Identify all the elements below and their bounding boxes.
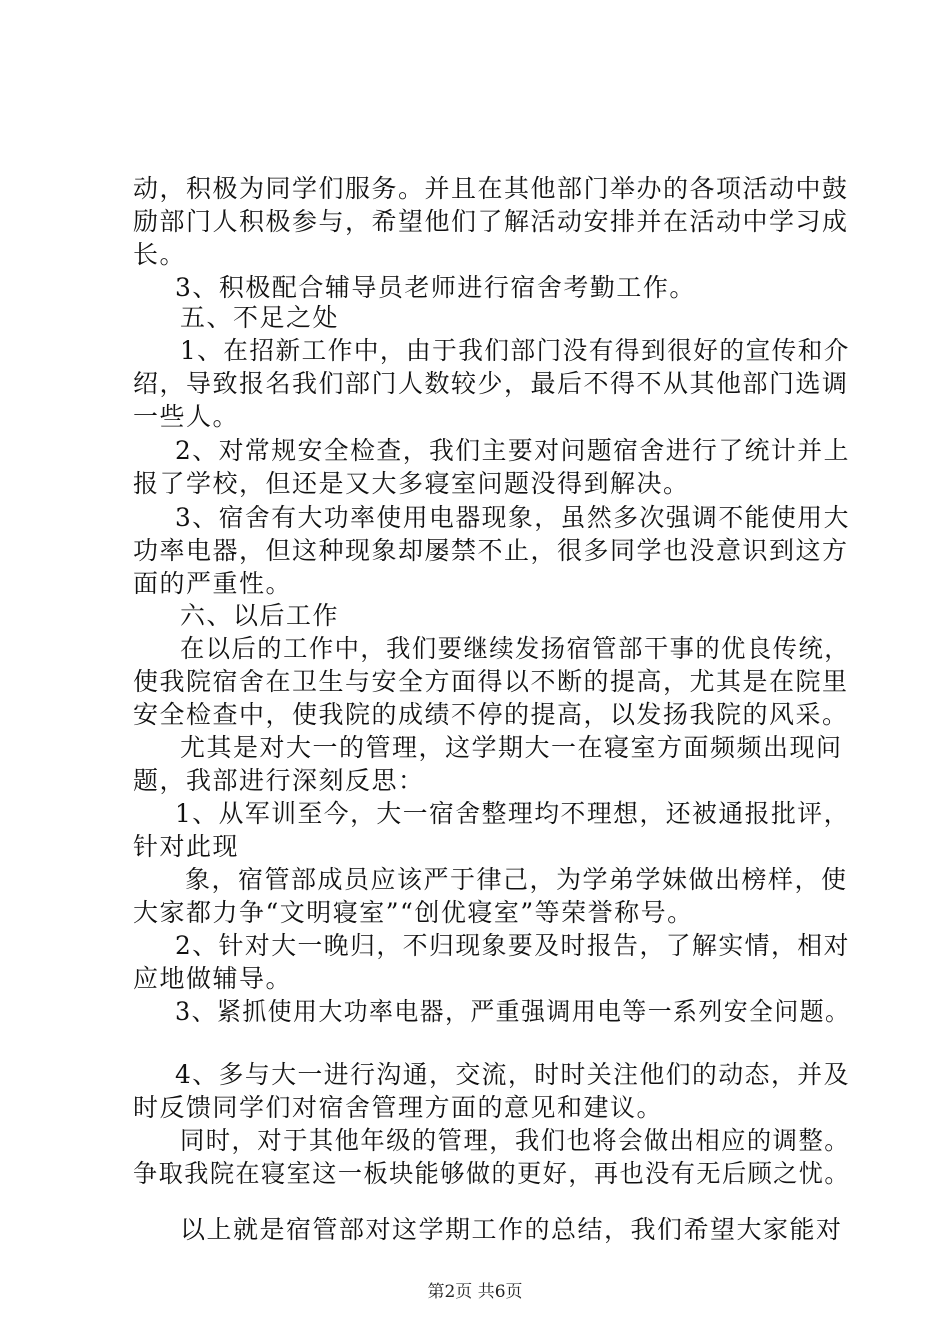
paragraph-line: 功率电器，但这种现象却屡禁不止，很多同学也没意识到这方 <box>133 536 849 565</box>
paragraph-line: 争取我院在寝室这一板块能够做的更好，再也没有无后顾之忧。 <box>133 1159 851 1188</box>
paragraph-line: 面的严重性。 <box>133 569 293 598</box>
paragraph-line: 2、针对大一晚归，不归现象要及时报告，了解实情，相对 <box>175 931 850 960</box>
paragraph-line: 尤其是对大一的管理，这学期大一在寝室方面频频出现问 <box>180 733 843 762</box>
paragraph-line: 应地做辅导。 <box>133 964 293 993</box>
paragraph-line: 长。 <box>133 240 187 269</box>
paragraph-line: 同时，对于其他年级的管理，我们也将会做出相应的调整。 <box>180 1126 850 1155</box>
paragraph-line: 3、宿舍有大功率使用电器现象，虽然多次强调不能使用大 <box>175 503 850 532</box>
paragraph-line: 以上就是宿管部对这学期工作的总结，我们希望大家能对 <box>180 1215 843 1244</box>
paragraph-line: 安全检查中，使我院的成绩不停的提高，以发扬我院的风采。 <box>133 700 849 729</box>
paragraph-line: 时反馈同学们对宿舍管理方面的意见和建议。 <box>133 1093 664 1122</box>
paragraph-line: 报了学校，但还是又大多寝室问题没得到解决。 <box>133 469 690 498</box>
section-heading: 六、以后工作 <box>180 601 340 630</box>
paragraph-line: 励部门人积极参与，希望他们了解活动安排并在活动中学习成 <box>133 207 849 236</box>
paragraph-line: 大家都力争“文明寝室”“创优寝室”等荣誉称号。 <box>133 898 694 927</box>
paragraph-line: 在以后的工作中，我们要继续发扬宿管部干事的优良传统， <box>180 634 850 663</box>
paragraph-line: 使我院宿舍在卫生与安全方面得以不断的提高，尤其是在院里 <box>133 667 849 696</box>
paragraph-line: 1、从军训至今，大一宿舍整理均不理想，还被通报批评， <box>175 799 850 828</box>
section-heading: 五、不足之处 <box>180 303 340 332</box>
paragraph-line: 动，积极为同学们服务。并且在其他部门举办的各项活动中鼓 <box>133 174 849 203</box>
paragraph-line: 3、紧抓使用大功率电器，严重强调用电等一系列安全问题。 <box>175 997 851 1026</box>
paragraph-line: 3、积极配合辅导员老师进行宿舍考勤工作。 <box>175 273 696 302</box>
paragraph-line: 一些人。 <box>133 402 240 431</box>
paragraph-line: 象，宿管部成员应该严于律己，为学弟学妹做出榜样，使 <box>185 865 848 894</box>
page-number-footer: 第2页 共6页 <box>427 1282 523 1302</box>
paragraph-line: 题，我部进行深刻反思： <box>133 766 425 795</box>
paragraph-line: 绍，导致报名我们部门人数较少，最后不得不从其他部门选调 <box>133 369 849 398</box>
paragraph-line: 2、对常规安全检查，我们主要对问题宿舍进行了统计并上 <box>175 436 850 465</box>
paragraph-line: 4、多与大一进行沟通，交流，时时关注他们的动态，并及 <box>175 1060 850 1089</box>
paragraph-line: 1、在招新工作中，由于我们部门没有得到很好的宣传和介 <box>180 336 850 365</box>
paragraph-line: 针对此现 <box>133 832 240 861</box>
